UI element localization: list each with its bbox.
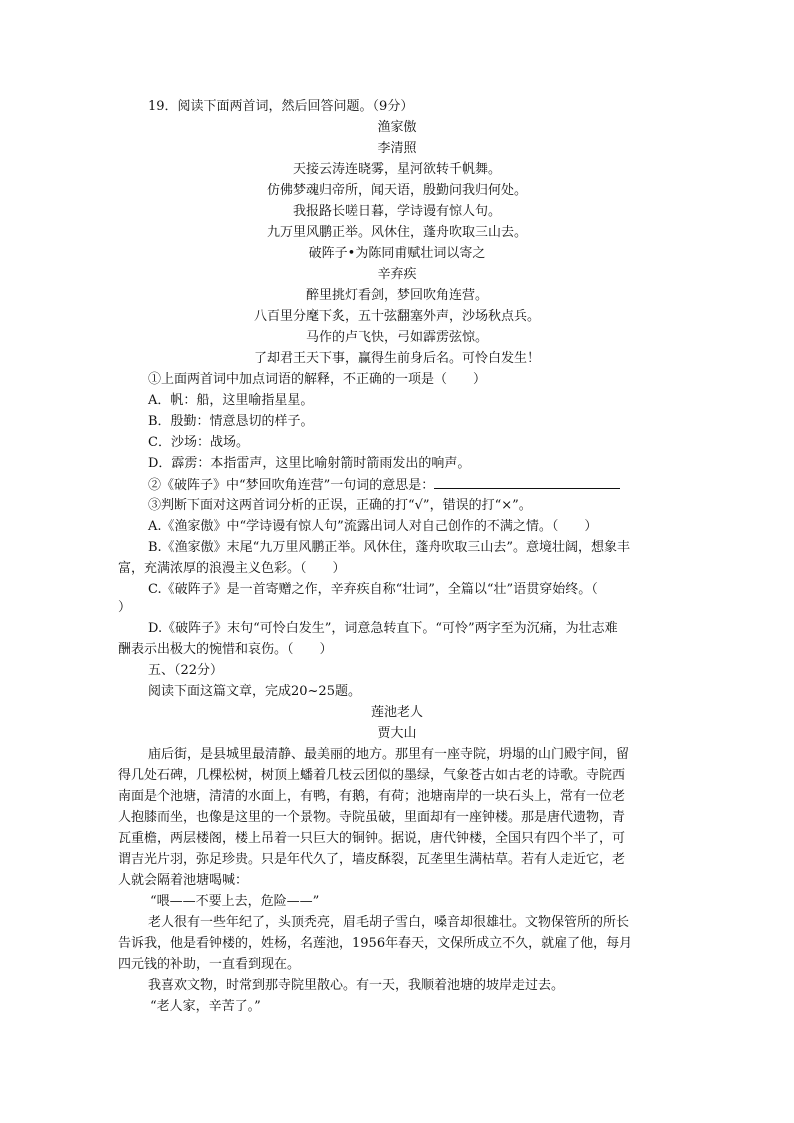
sub-question-1: ①上面两首词中加点词语的解释，不正确的一项是（ ） [148,372,487,387]
poem2-line: 醉里挑灯看剑，梦回吹角连营。 [305,288,488,303]
poem2-author: 辛弃疾 [377,267,417,282]
judgement-c-line1: C.《破阵子》是一首寄赠之作，辛弃疾自称“壮词”，全篇以“壮”语贯穿始终。（ [148,582,598,597]
paragraph-line: 我喜欢文物，时常到那寺院里散心。有一天，我顺着池塘的坡岸走过去。 [148,978,565,993]
paragraph-line: 人抱膝而坐，也像是这里的一个景物。寺院虽破，里面却有一座钟楼。那是唐代遗物，青 [118,810,626,825]
sub-question-3: ③判断下面对这两首词分析的正误，正确的打“√”，错误的打“×”。 [148,498,532,513]
answer-blank[interactable] [434,475,620,489]
paragraph-line: 老人很有一些年纪了，头顶秃亮，眉毛胡子雪白，嗓音却很雄壮。文物保管所的所长 [148,915,630,930]
poem1-line: 九万里风鹏正举。风休住，蓬舟吹取三山去。 [266,225,527,240]
option-c: C．沙场：战场。 [148,435,249,450]
option-a: A．帆：船，这里喻指星星。 [148,393,314,408]
article-author: 贾大山 [377,726,417,741]
paragraph-line: 庙后街，是县城里最清静、最美丽的地方。那里有一座寺院，坍塌的山门殿宇间，留 [148,747,630,762]
sub-question-2-text: ②《破阵子》中“梦回吹角连营”一句词的意思是： [148,478,435,493]
paragraph-line: 四元钱的补助，一直看到现在。 [118,957,301,972]
poem1-line: 仿佛梦魂归帝所，闻天语，殷勤问我归何处。 [266,183,527,198]
judgement-d-line1: D.《破阵子》末句“可怜白发生”，词意急转直下。“可怜”两字至为沉痛，为壮志难 [148,621,618,636]
question-19-header: 19．阅读下面两首词，然后回答问题。（9分） [148,99,414,114]
poem1-line: 我报路长嗟日暮，学诗谩有惊人句。 [292,204,501,219]
poem2-title: 破阵子•为陈同甫赋壮词以寄之 [308,246,486,261]
poem1-author: 李清照 [377,141,417,156]
paragraph-line: 得几处石碑，几棵松树，树顶上蟠着几枝云团似的墨绿，气象苍古如古老的诗歌。寺院西 [118,768,626,783]
paragraph-line: 告诉我，他是看钟楼的，姓杨，名莲池，1956年春天，文保所成立不久，就雇了他，每月 [118,936,633,951]
paragraph-line: 瓦重檐，两层楼阁，楼上吊着一只巨大的铜钟。据说，唐代钟楼，全国只有四个半了，可 [118,831,626,846]
judgement-c-line2: ） [118,600,132,615]
article-title: 莲池老人 [370,705,423,720]
judgement-d-line2: 酬表示出极大的惋惜和哀伤。（ ） [118,642,333,657]
poem2-line: 八百里分麾下炙，五十弦翻塞外声，沙场秋点兵。 [253,309,540,324]
judgement-b-line1: B.《渔家傲》末尾“九万里风鹏正举。风休住，蓬舟吹取三山去”。意境壮阔，想象丰 [148,540,630,555]
section-5-header: 五、（22分） [148,663,224,678]
option-d: D．霹雳：本指雷声，这里比喻射箭时箭雨发出的响声。 [148,456,471,471]
paragraph-line: 人就会隔着池塘喝喊： [118,873,249,888]
sub-question-2 [148,475,620,496]
paragraph-line: 谓吉光片羽，弥足珍贵。只是年代久了，墙皮酥裂，瓦垄里生满枯草。若有人走近它，老 [118,852,626,867]
section-5-instruction: 阅读下面这篇文章，完成20~25题。 [148,684,361,699]
poem2-line: 了却君王天下事，赢得生前身后名。可怜白发生！ [253,351,540,366]
paragraph-line: 南面是个池塘，清清的水面上，有鸭，有鹅，有荷；池塘南岸的一块石头上，常有一位老 [118,789,626,804]
judgement-b-line2: 富，充满浓厚的浪漫主义色彩。（ ） [118,561,346,576]
poem1-title: 渔家傲 [377,120,417,135]
judgement-a: A.《渔家傲》中“学诗谩有惊人句”流露出词人对自己创作的不满之情。（ ） [148,519,598,534]
option-b: B．殷勤：情意恳切的样子。 [148,414,314,429]
poem2-line: 马作的卢飞快，弓如霹雳弦惊。 [305,330,488,345]
poem1-line: 天接云涛连晓雾，星河欲转千帆舞。 [292,162,501,177]
dialogue-line: “老人家，辛苦了。” [150,999,261,1014]
dialogue-line: “喂——不要上去，危险——” [150,894,320,909]
